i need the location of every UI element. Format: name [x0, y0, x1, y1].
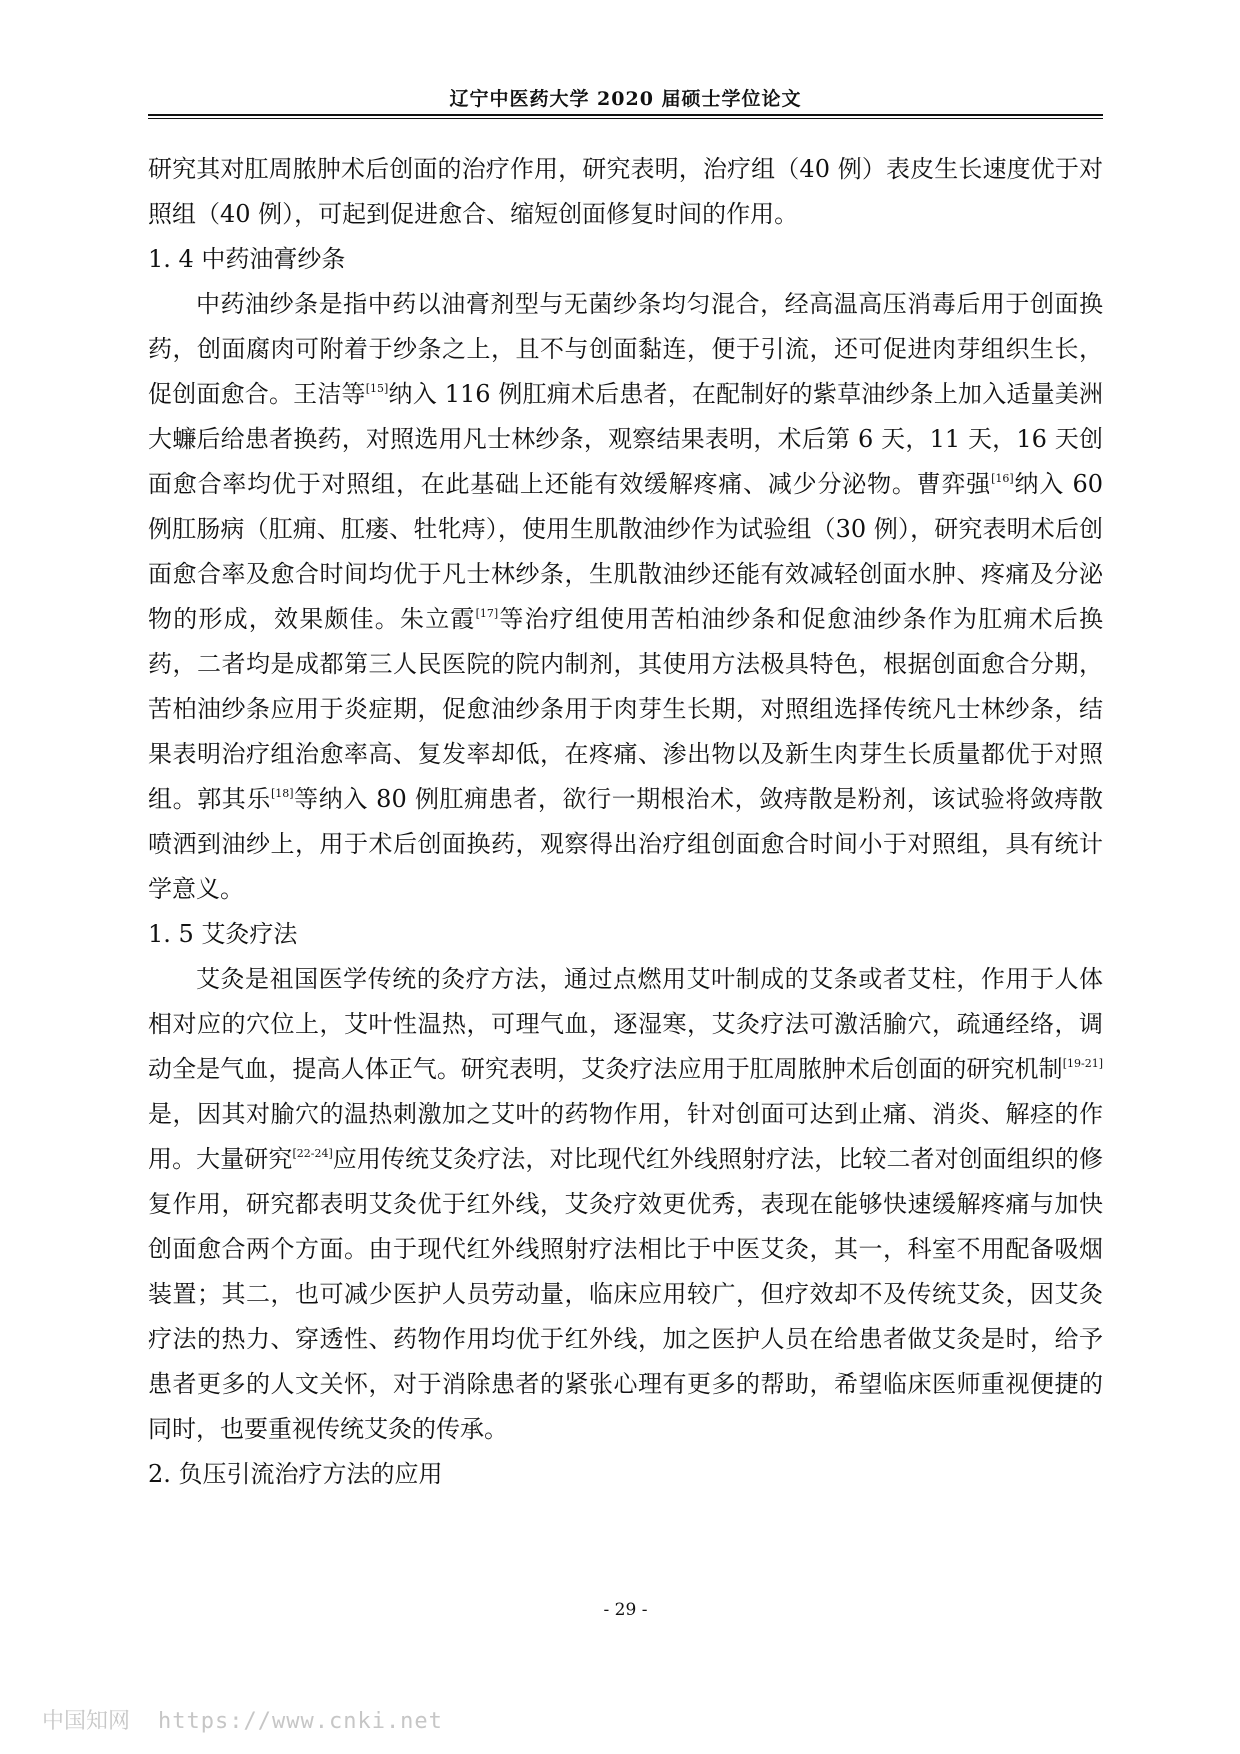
- text-run: 等纳入 80 例肛痈患者，欲行一期根治术，敛痔散是粉剂，该试验将敛痔散喷洒到油纱上，用于术后创面换药，观察得出治疗组创面愈合时间小于对照组，具有统计学意义。: [148, 785, 1104, 903]
- text-run: 纳入 60 例肛肠病（肛痈、肛瘘、牡牝痔），使用生肌散油纱作为试验组（30 例），研究表明术后创面愈合率及愈合时间均优于凡士林纱条，生肌散油纱还能有效减轻创面水肿、疼痛及分泌物的形成，效果颇佳。朱立霞: [148, 470, 1104, 633]
- text-run: 是，因其对腧穴的温热刺激加之艾叶的药物作用，针对创面可达到止痛、消炎、解痉的作用。大量研究: [148, 1100, 1103, 1173]
- section-heading-1-5: 1. 5 艾灸疗法: [148, 920, 298, 948]
- text-run: 艾灸是祖国医学传统的灸疗方法，通过点燃用艾叶制成的艾条或者艾柱，作用于人体相对应的穴位上，艾叶性温热，可理气血，逐湿寒，艾灸疗法可激活腧穴，疏通经络，调动全是气血，提高人体正气。研究表明，艾灸疗法应用于肛周脓肿术后创面的研究机制: [148, 965, 1103, 1083]
- paragraph-oil-gauze: [148, 282, 1103, 912]
- citation-17: [17]: [475, 607, 499, 621]
- paragraph-continuation: 研究其对肛周脓肿术后创面的治疗作用，研究表明，治疗组（40 例）表皮生长速度优于对照组（40 例），可起到促进愈合、缩短创面修复时间的作用。: [148, 155, 1103, 228]
- citation-15: [15]: [365, 382, 389, 396]
- body-text: [148, 147, 1103, 1497]
- citation-16: [16]: [991, 472, 1014, 486]
- text-run: 纳入 116 例肛痈术后患者，在配制好的紫草油纱条上加入适量美洲大蠊后给患者换药，对照选用凡士林纱条，观察结果表明，术后第 6 天，11 天，16 天创面愈合率均优于对照组，在此基础上还能有效缓解疼痛、减少分泌物。曹弈强: [148, 380, 1104, 498]
- cnki-watermark: [42, 1704, 443, 1735]
- section-heading-2: 2. 负压引流治疗方法的应用: [148, 1460, 443, 1488]
- page-number: - 29 -: [603, 1600, 648, 1620]
- text-run: 应用传统艾灸疗法，对比现代红外线照射疗法，比较二者对创面组织的修复作用，研究都表明艾灸优于红外线，艾灸疗效更优秀，表现在能够快速缓解疼痛与加快创面愈合两个方面。由于现代红外线照射疗法相比于中医艾灸，其一，科室不用配备吸烟装置；其二，也可减少医护人员劳动量，临床应用较广，但疗效却不及传统艾灸，因艾灸疗法的热力、穿透性、药物作用均优于红外线，加之医护人员在给患者做艾灸是时，给予患者更多的人文关怀，对于消除患者的紧张心理有更多的帮助，希望临床医师重视便捷的同时，也要重视传统艾灸的传承。: [148, 1145, 1104, 1443]
- watermark-url: https://www.cnki.net: [158, 1709, 443, 1734]
- citation-19-21: [19-21]: [1062, 1057, 1103, 1071]
- citation-18: [18]: [270, 787, 294, 801]
- paragraph-moxibustion: [148, 957, 1103, 1452]
- header-rule-thin: [148, 118, 1103, 119]
- header-rule: [148, 114, 1103, 116]
- section-heading-1-4: 1. 4 中药油膏纱条: [148, 245, 346, 273]
- running-header: 辽宁中医药大学 2020 届硕士学位论文: [449, 88, 802, 110]
- citation-22-24: [22-24]: [292, 1147, 333, 1161]
- watermark-site-name: 中国知网: [42, 1709, 131, 1734]
- text-run: 等治疗组使用苦柏油纱条和促愈油纱条作为肛痈术后换药，二者均是成都第三人民医院的院内制剂，其使用方法极具特色，根据创面愈合分期，苦柏油纱条应用于炎症期，促愈油纱条用于肉芽生长期，对照组选择传统凡士林纱条，结果表明治疗组治愈率高、复发率却低，在疼痛、渗出物以及新生肉芽生长质量都优于对照组。郭其乐: [148, 605, 1104, 813]
- text-run: 中药油纱条是指中药以油膏剂型与无菌纱条均匀混合，经高温高压消毒后用于创面换药，创面腐肉可附着于纱条之上，且不与创面黏连，便于引流，还可促进肉芽组织生长，促创面愈合。王洁等: [148, 290, 1103, 408]
